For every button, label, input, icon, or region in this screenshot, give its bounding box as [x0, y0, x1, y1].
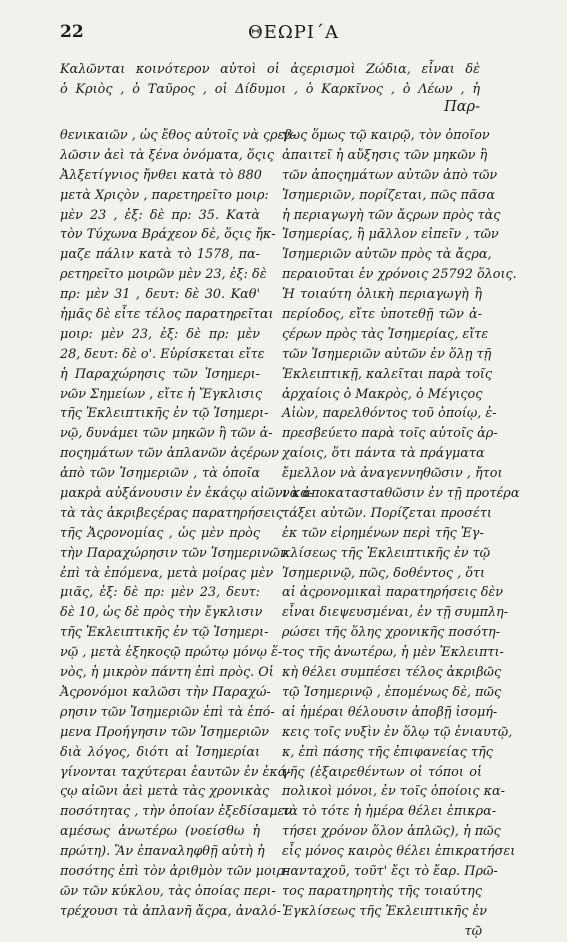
text-line: τρέχουσι τὰ ἀπλανῆ ἄςρα, ἀναλό- [60, 903, 281, 919]
text-line: κ, ἐπὶ πάσης τῆς ἐπιφανείας τῆς [282, 744, 493, 760]
text-line: ὁ Κριὸς , ὁ Ταῦρος , οἱ Δίδυμοι , ὁ Καρκῖνος , ὁ Λέων , ἡ [60, 81, 480, 97]
text-line: εἶναι διεψευσμέναι, ἐν τῇ συμπλη- [282, 605, 509, 621]
text-line: ἀπαιτεῖ ἡ αὔξησις τῶν μηκῶν ἢ [282, 147, 488, 163]
text-line: ἡ Παραχώρησις τῶν Ἰσημερι- [60, 366, 260, 382]
text-line: Ἐγκλίσεως τῆς Ἐκλειπτικῆς ἐν [282, 903, 488, 919]
text-line: ρώσει τῆς ὅλης χρονικῆς ποσότη- [282, 625, 501, 641]
text-line: διὰ λόγος, διότι αἱ Ἰσημερίαι [60, 744, 260, 760]
text-line: πρεσβεύετο παρὰ τοῖς αὐτοῖς ἀρ- [282, 426, 498, 442]
text-line: περαιοῦται ἐν χρόνοις 25792 ὅλοις. [282, 267, 517, 283]
text-line: Ἐκλειπτικῇ, καλεῖται παρὰ τοῖς [282, 366, 493, 382]
text-line: Ἰσημερίας, ἢ μᾶλλον εἰπεῖν , τῶν [282, 227, 499, 243]
text-line: τήσει χρόνον ὅλον ἁπλῶς), ἡ πῶς [282, 824, 501, 840]
text-line: ςέρων πρὸς τὰς Ἰσημερίας, εἴτε [282, 326, 489, 342]
text-line: λῶσιν ἀεὶ τὰ ξένα ὀνόματα, ὅςις [60, 147, 274, 163]
text-line: κὴ θέλει συμπέσει τέλος ἀκριβῶς [282, 665, 502, 681]
text-line: θενικαιῶν , ὡς ἔθος αὐτοῖς νὰ ςρεβ- [60, 128, 297, 143]
text-line: ποςημάτων τῶν ἀπλανῶν ἀςέρων [60, 446, 279, 462]
text-line: τῶν Ἰσημεριῶν αὐτῶν ἐν ὅλῃ τῇ [282, 346, 492, 362]
intro-tail: Παρ- [444, 99, 480, 115]
text-line: πανταχοῦ, τοῦτ' ἔςι τὸ ἔαρ. Πρῶ- [282, 863, 498, 879]
text-line: περίοδος, εἴτε ὑποτεθῇ τῶν ἀ- [282, 307, 482, 323]
text-line: κεις τοῖς νυξὶν ἐν ὅλῳ τῷ ἐνιαυτῷ, [282, 724, 513, 740]
text-line: πρ: μὲν 31 , δευτ: δὲ 30. Καθ' [60, 287, 260, 303]
text-line: μὲν 23 , ἐξ: δὲ πρ: 35. Κατὰ [60, 207, 260, 223]
text-line: ἀπὸ τῶν Ἰσημεριῶν , τὰ ὁποῖα [60, 466, 260, 482]
text-line: νὸς, ἡ μικρὸν πάντη ἐπὶ πρὸς. Οἱ [60, 665, 274, 681]
text-line: τος παρατηρητὴς τῆς τοιαύτης [282, 883, 482, 899]
text-line: τὴν Παραχώρησιν τῶν Ἰσημερινῶν [60, 545, 288, 561]
text-line: ποσότης ἐπὶ τὸν ἀριθμὸν τῶν μοιρ- [60, 863, 289, 879]
text-line: ἡμᾶς δὲ εἶτε τέλος παρατηρεῖται [60, 307, 274, 323]
left-column [60, 126, 314, 922]
text-line: 28, δευτ: δὲ ο'. Εὑρίσκεται εἴτε [60, 346, 265, 362]
text-line: μετὰ Χριςὸν , παρετηρεῖτο μοιρ: [60, 187, 269, 203]
text-line: Ἡ τοιαύτη ὁλικὴ περιαγωγὴ ἢ [282, 287, 482, 303]
text-line: μακρὰ αὐξάνουσιν ἐν ἑκάςῳ αἰῶνι κα- [60, 486, 314, 502]
text-line: γως ὅμως τῷ καιρῷ, τὸν ὁποῖον [282, 128, 490, 143]
text-line: πρώτη). Ἂν ἐπαναληφθῇ αὐτὴ ἡ [60, 844, 265, 860]
text-line: ςῳ αἰῶνι ἀεὶ μετὰ τὰς χρονικὰς [60, 784, 270, 800]
text-columns [60, 126, 520, 939]
text-line: τῆς Ἐκλειπτικῆς ἐν τῷ Ἰσημερι- [60, 406, 269, 422]
text-line: τὸν Τύχωνα Βράχεον δὲ, ὅςις ἤκ- [60, 227, 276, 243]
text-line: γίνονται ταχύτεραι ἑαυτῶν ἐν ἑκά- [60, 764, 291, 780]
text-line: ποσότητας , τὴν ὁποίαν ἐξεδίσαμεν [60, 804, 293, 820]
text-line: Ἀλξετίγνιος ἤνθει κατὰ τὸ 880 [60, 167, 262, 183]
text-line: τῶν ἀποςημάτων αὐτῶν ἀπὸ τῶν [282, 167, 498, 183]
text-line: νῷ , μετὰ ἑξηκοςῷ πρώτῳ μόνῳ ἕ- [60, 645, 283, 661]
text-line: ἔμελλον νὰ ἀναγεννηθῶσιν , ἤτοι [282, 466, 503, 482]
text-line: μαζε πάλιν κατὰ τὸ 1578, πα- [60, 247, 260, 263]
text-line: χαίοις, ὅτι πάντα τὰ πράγματα [282, 446, 485, 462]
text-line: εἷς μόνος καιρὸς θέλει ἐπικρατήσει [282, 844, 516, 860]
text-line: ἀρχαίοις ὁ Μακρὸς, ὁ Μέγιςος [282, 386, 483, 402]
text-line: Αἰὼν, παρελθόντος τοῦ ὁποίῳ, ἐ- [282, 406, 497, 422]
text-line: ἐπὶ τὰ ἑπόμενα, μετὰ μοίρας μὲν [60, 565, 274, 581]
text-line: ἡ περιαγωγὴ τῶν ἄςρων πρὸς τὰς [282, 207, 501, 223]
running-title: ΘΕΩΡΙ΄Α [247, 22, 340, 43]
text-line: κλίσεως τῆς Ἐκλειπτικῆς ἐν τῷ [282, 545, 491, 561]
text-line: δὲ 10, ὡς δὲ πρὸς τὴν ἔγκλισιν [60, 605, 263, 621]
text-line: ρετηρεῖτο μοιρῶν μὲν 23, ἐξ: δὲ [60, 267, 267, 283]
text-line: τῆς Ἀςρονομίας , ὡς μὲν πρὸς [60, 525, 260, 541]
text-line: Ἰσημεριῶν αὐτῶν πρὸς τὰ ἄςρα, [282, 247, 492, 263]
text-line: μοιρ: μὲν 23, ἐξ: δὲ πρ: μὲν [60, 326, 260, 342]
text-line: Ἰσημερινῷ, πῶς, δοθέντος , ὅτι [282, 565, 486, 581]
text-line: νὰ ἀποκατασταθῶσιν ἐν τῇ προτέρα [282, 486, 520, 502]
text-line: Ἰσημεριῶν, πορίζεται, πῶς πᾶσα [282, 187, 495, 203]
text-line: γῆς (ἐξαιρεθέντων οἱ τόποι οἱ [282, 764, 482, 780]
text-line: Καλῶνται κοινότερον αὐτοὶ οἱ ἀςερισμοὶ Ζώδια, εἶναι δὲ [60, 62, 480, 77]
text-line: αἱ ἡμέραι θέλουσιν ἀποβῇ ἰσομή- [282, 704, 498, 720]
text-line: τῆς Ἐκλειπτικῆς ἐν τῷ Ἰσημερι- [60, 625, 269, 641]
text-line: νῶν Σημείων , εἴτε ἡ Ἔγκλισις [60, 386, 263, 402]
page-number: 22 [60, 22, 84, 42]
text-line: τάξει αὐτῶν. Πορίζεται προσέτι [282, 505, 492, 521]
text-line: τῷ Ἰσημερινῷ , ἑπομένως δὲ, πῶς [282, 684, 502, 700]
page-header [60, 22, 527, 46]
text-line: ῶν τῶν κύκλου, τὰς ὁποίας περι- [60, 883, 276, 899]
text-line: αἱ ἀςρονομικαὶ παρατηρήσεις δὲν [282, 585, 504, 601]
text-line: αμέσως ἀνωτέρω (νοείσθω ἡ [60, 824, 260, 840]
text-line: τος τῆς ἀνωτέρω, ἡ μὲν Ἐκλειπτι- [282, 645, 504, 661]
text-line: τὰ τὸ τότε ἡ ἡμέρα θέλει ἐπικρα- [282, 804, 497, 820]
text-line: ἐκ τῶν εἰρημένων περὶ τῆς Ἐγ- [282, 525, 484, 541]
text-line: νῷ, δυνάμει τῶν μηκῶν ἢ τῶν ἀ- [60, 426, 273, 442]
intro-paragraph [60, 60, 480, 100]
text-line: μιᾶς, ἐξ: δὲ πρ: μὲν 23, δευτ: [60, 585, 260, 601]
text-line: τὰ τὰς ἀκριβεςέρας παρατηρήσεις [60, 505, 283, 521]
right-column [282, 126, 520, 942]
text-line: μενα Προήγησιν τῶν Ἰσημεριῶν [60, 724, 270, 740]
text-line: ρησιν τῶν Ἰσημεριῶν ἐπὶ τὰ ἑπό- [60, 704, 275, 720]
text-line: πολικοὶ μόνοι, ἐν τοῖς ὁποίοις κα- [282, 784, 505, 800]
text-line: Ἀςρονόμοι καλῶσι τὴν Παραχώ- [60, 684, 271, 700]
text-line: τῷ [464, 923, 482, 939]
